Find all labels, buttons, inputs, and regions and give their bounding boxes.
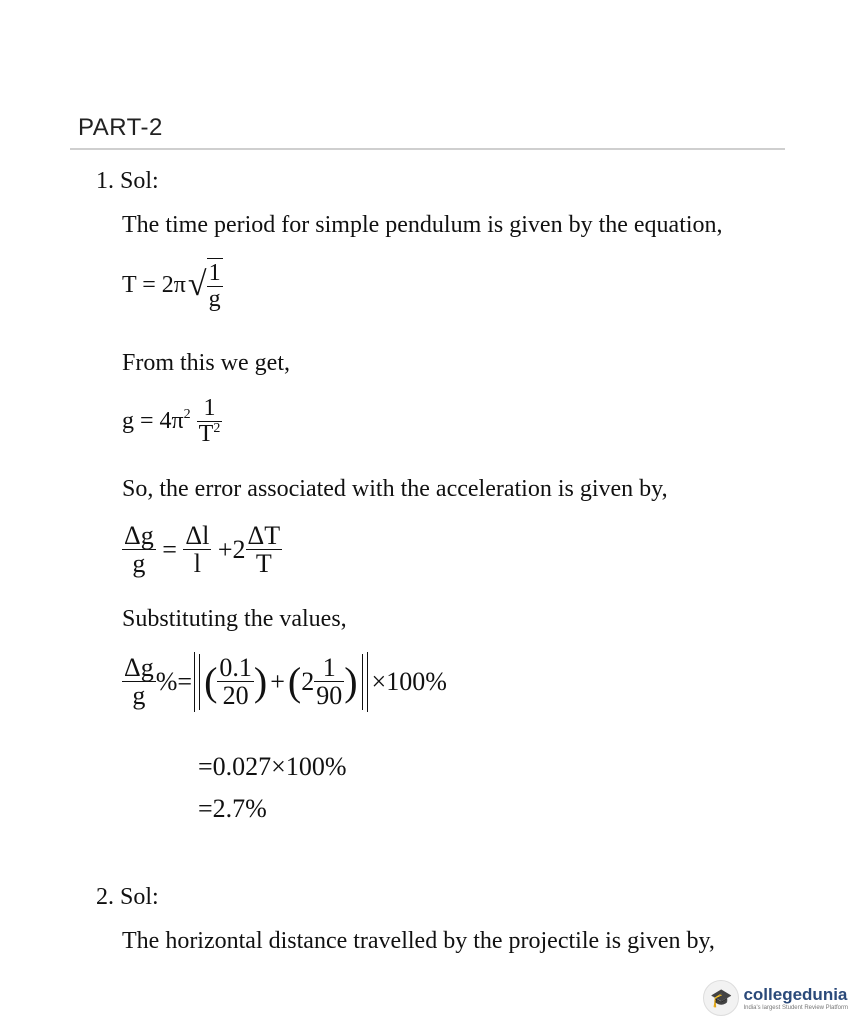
equation-time-period — [122, 258, 223, 312]
watermark-brand: collegedunia — [743, 984, 848, 1004]
solution-2-label: 2. Sol: — [96, 884, 159, 910]
equation-result-2: =2.7% — [198, 794, 267, 823]
eq4-a-num: 0.1 — [219, 653, 252, 682]
eq2-numerator: 1 — [197, 396, 223, 422]
section-heading: PART-2 — [78, 114, 163, 141]
equation-result-1: =0.027×100% — [198, 752, 347, 781]
eq4-paren-open-b: ( — [287, 659, 302, 705]
solution-1-intro: The time period for simple pendulum is given by the equation, — [122, 212, 723, 238]
eq2-den-exponent: 2 — [213, 421, 221, 437]
sqrt-symbol: √ — [187, 266, 207, 304]
eq4-paren-close-a: ) — [253, 659, 268, 705]
eq4-times-100: ×100% — [371, 666, 447, 696]
eq4-frac-lhs — [122, 654, 156, 710]
eq1-fraction — [207, 258, 223, 312]
eq4-plus: + — [270, 666, 285, 696]
solution-2-intro: The horizontal distance travelled by the projectile is given by, — [122, 928, 715, 954]
eq4-inner-bracket — [199, 654, 362, 710]
eq2-lhs: g = 4π — [122, 408, 184, 435]
graduate-avatar-icon: 🎓 — [703, 980, 739, 1016]
eq3-frac-1 — [122, 522, 156, 578]
eq3-plus: +2 — [217, 534, 246, 564]
eq3-equals: = — [162, 534, 177, 564]
eq2-denominator: T — [198, 421, 214, 448]
eq4-percent-equals: %= — [155, 666, 193, 696]
eq3-n1: Δg — [124, 521, 154, 550]
solution-1-text-4: Substituting the values, — [122, 606, 347, 632]
eq3-n3: ΔT — [247, 521, 281, 550]
eq4-a-den: 20 — [222, 681, 249, 711]
eq3-d3: T — [255, 549, 272, 579]
eq1-numerator: 1 — [208, 260, 221, 286]
equation-substitution — [122, 652, 447, 712]
heading-divider — [70, 148, 785, 150]
eq2-fraction — [197, 396, 223, 447]
eq4-d1: g — [132, 681, 146, 711]
eq1-lhs: T = 2π — [122, 271, 186, 298]
eq4-frac-a — [217, 654, 254, 710]
eq3-d2: l — [193, 549, 201, 579]
equation-error — [122, 522, 282, 578]
eq2-exponent: 2 — [183, 407, 191, 423]
equation-g — [122, 396, 222, 447]
eq3-frac-2 — [183, 522, 211, 578]
solution-1-text-3: So, the error associated with the acceleration is given by, — [122, 476, 668, 502]
eq3-n2: Δl — [185, 521, 210, 550]
eq4-paren-close-b: ) — [344, 659, 358, 705]
eq3-frac-3 — [246, 522, 283, 578]
eq4-bracket — [194, 652, 367, 712]
eq4-b-whole: 2 — [301, 666, 315, 696]
eq4-n1: Δg — [124, 653, 154, 682]
solution-1-label: 1. Sol: — [96, 168, 159, 194]
eq4-b-num: 1 — [314, 654, 344, 682]
eq4-b-den: 90 — [316, 681, 343, 711]
solution-1-text-2: From this we get, — [122, 350, 290, 376]
collegedunia-watermark — [703, 980, 848, 1016]
watermark-tagline: India's largest Student Review Platform — [743, 1004, 848, 1011]
eq1-denominator: g — [208, 286, 221, 313]
eq3-d1: g — [132, 549, 146, 579]
eq4-frac-b — [314, 654, 344, 710]
watermark-text — [743, 986, 848, 1011]
eq4-paren-open-a: ( — [204, 659, 218, 705]
